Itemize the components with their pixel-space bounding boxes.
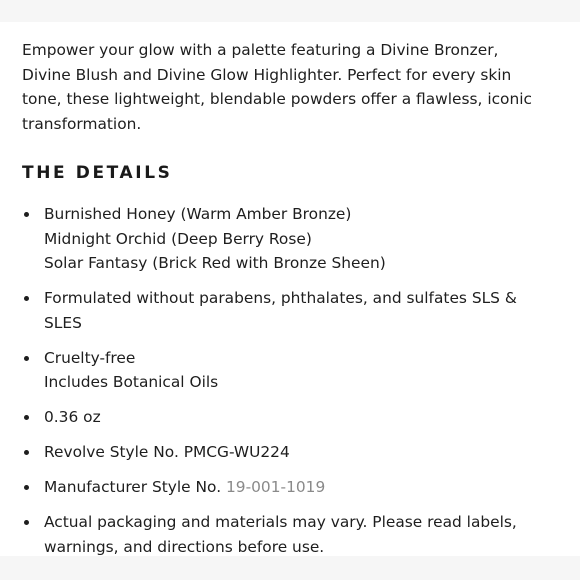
details-line: Formulated without parabens, phthalates, and sulfates SLS &: [44, 289, 517, 307]
product-description: [22, 38, 562, 136]
details-line: warnings, and directions before use.: [44, 537, 325, 556]
bullet-icon: [24, 450, 29, 455]
bottom-divider-band: [0, 556, 580, 580]
details-line: 0.36 oz: [44, 408, 101, 426]
details-line: Solar Fantasy (Brick Red with Bronze Sheen): [44, 254, 386, 272]
details-line: Burnished Honey (Warm Amber Bronze): [44, 205, 352, 223]
manufacturer-style-number: 19-001-1019: [226, 478, 326, 496]
details-item-manufacturer-style: [22, 475, 562, 500]
description-line: Divine Blush and Divine Glow Highlighter. Perfect for every skin: [22, 65, 512, 84]
product-details-content: [22, 38, 562, 570]
bullet-icon: [24, 212, 29, 217]
details-line: SLES: [44, 313, 82, 332]
description-line: Empower your glow with a palette featuring a Divine Bronzer,: [22, 41, 499, 59]
details-line: Midnight Orchid (Deep Berry Rose): [44, 229, 312, 248]
details-line: Includes Botanical Oils: [44, 373, 219, 391]
details-item-shades: [22, 202, 562, 276]
details-item-cruelty-free: [22, 346, 562, 395]
top-divider-band: [0, 0, 580, 22]
details-line: Actual packaging and materials may vary. Please read labels,: [44, 513, 517, 531]
details-list: [22, 202, 562, 559]
bullet-icon: [24, 415, 29, 420]
bullet-icon: [24, 485, 29, 490]
details-line: [44, 475, 562, 500]
manufacturer-style-label: Manufacturer Style No.: [44, 478, 226, 496]
bullet-icon: [24, 520, 29, 525]
details-line: Revolve Style No. PMCG-WU224: [44, 443, 290, 461]
details-heading: THE DETAILS: [22, 163, 173, 183]
description-line: transformation.: [22, 114, 142, 133]
details-item-formulation: [22, 286, 562, 335]
bullet-icon: [24, 356, 29, 361]
description-line: tone, these lightweight, blendable powders offer a flawless, iconic: [22, 90, 532, 108]
details-line: Cruelty-free: [44, 348, 136, 367]
details-item-revolve-style: [22, 440, 562, 465]
details-item-disclaimer: [22, 510, 562, 559]
bullet-icon: [24, 296, 29, 301]
details-item-size: [22, 405, 562, 430]
